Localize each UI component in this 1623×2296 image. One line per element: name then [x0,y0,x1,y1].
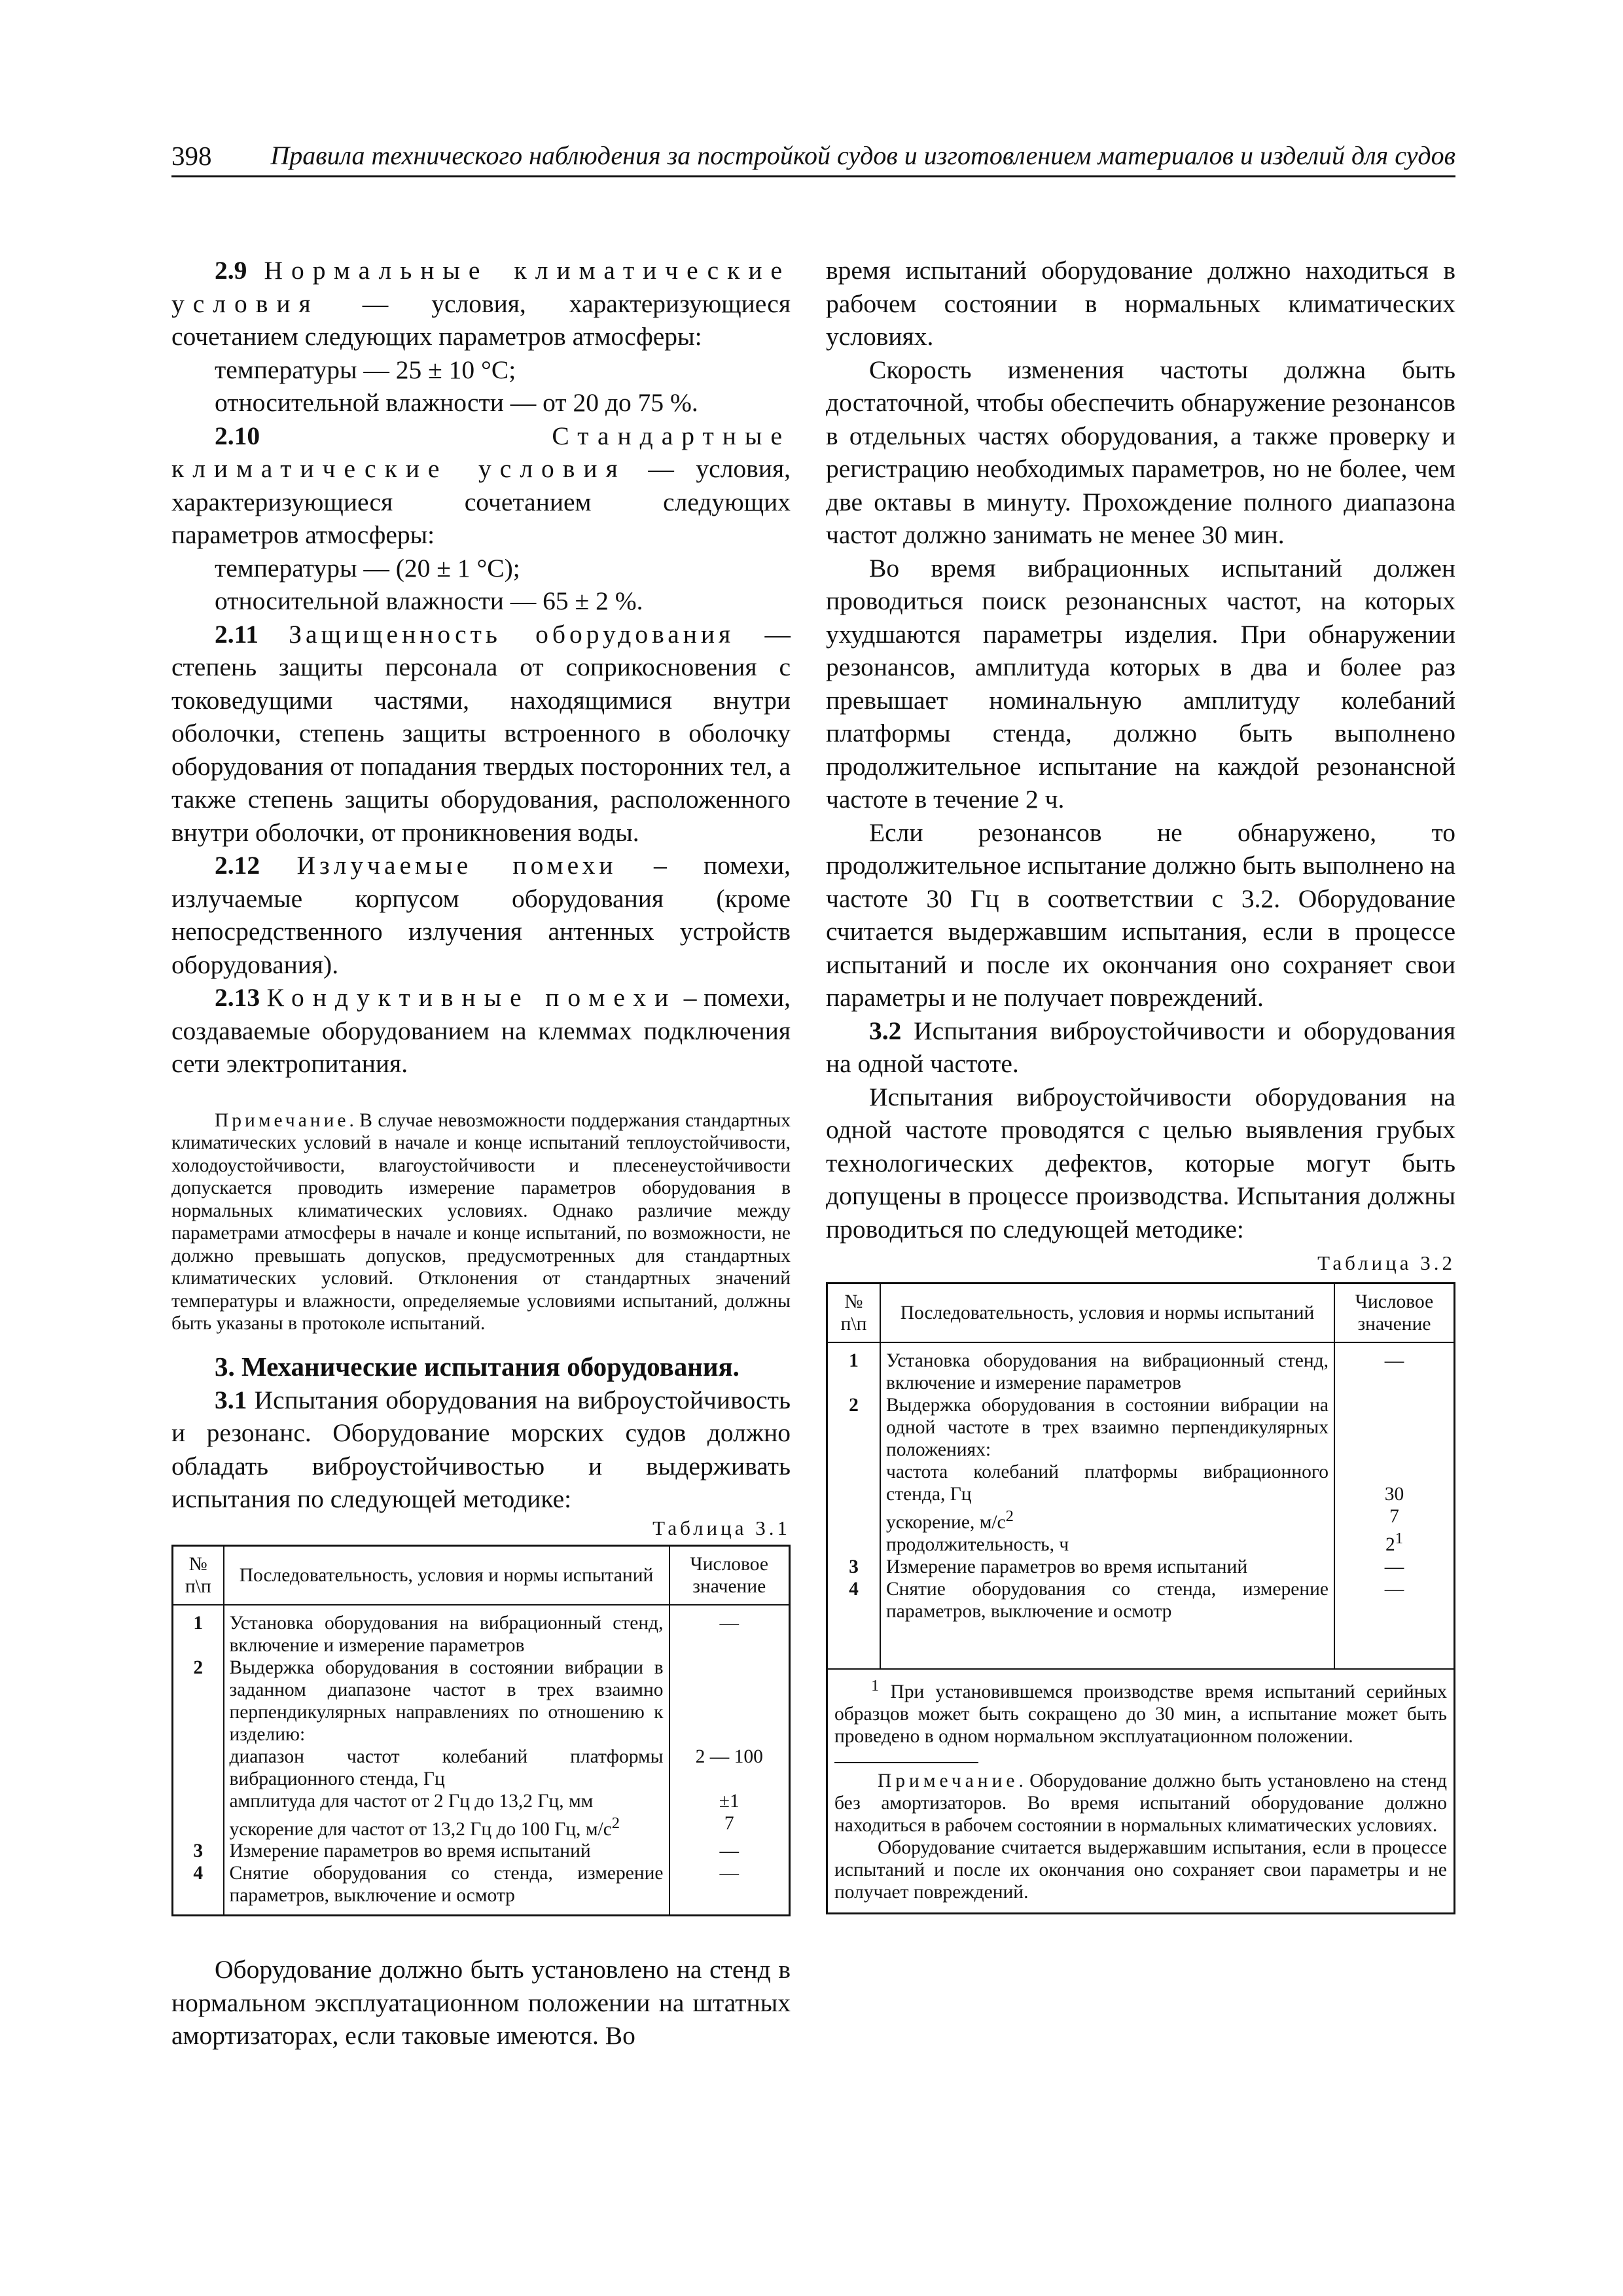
row-values [669,1657,790,1840]
header-value: Числовое значение [1334,1284,1454,1342]
table-3-2-caption: Таблица 3.2 [1317,1251,1455,1274]
row-number: 4 [828,1578,880,1669]
table-footnote [828,1670,1454,1748]
clause-number: 2.10 [215,421,260,450]
clause-text: – помехи, излучаемые корпусом оборудования (кроме непосредственного излучения антенных устройств оборудования). [171,851,791,979]
note-text: . Оборудование должно быть установлено на стенд без амортизаторов. Во время испытаний оборудование должно находиться в рабочем состоянии в нормальных климатических условиях. [834,1770,1447,1836]
header-number: № п\п [828,1284,880,1342]
row-subitem: диапазон частот колебаний платформы вибрационного стенда, Гц [229,1746,664,1789]
clause-3-2 [826,1014,1455,1081]
clause-2-10-humidity: относительной влажности — 65 ± 2 %. [215,586,643,615]
row-value: 7 [724,1812,734,1834]
clause-number: 2.11 [215,619,259,649]
clause-number: 3.1 [215,1385,247,1414]
clause-2-12 [171,849,791,981]
table-header-row [828,1284,1454,1342]
clause-number: 2.13 [215,983,260,1012]
clause-2-10 [171,420,791,552]
no-resonance-paragraph: Если резонансов не обнаружено, то продолжительное испытание должно быть выполнено на частоте 30 Гц в соответствии с 3.2. Оборудование считается выдержавшим испытания, если в процессе испытаний и после их окончания оно сохраняет свои параметры и не получает повреждений. [826,817,1455,1012]
table-row [828,1556,1454,1578]
table-3-1-caption: Таблица 3.1 [652,1516,791,1539]
table-row [173,1840,790,1862]
row-text: Измерение параметров во время испытаний [880,1556,1334,1578]
note-divider [834,1762,978,1763]
clause-term: Стандартные климатические условия [171,421,791,483]
clause-term: Защищенность оборудования [289,619,735,649]
row-subitem: амплитуда для частот от 2 Гц до 13,2 Гц, мм [229,1790,594,1812]
clause-3-2-body: Испытания виброустойчивости оборудования на одной частоте проводятся с целью выявления грубых технологических дефектов, которые могут быть допущены в процессе производства. Испытания должны проводиться по следующей методике: [826,1082,1455,1244]
clause-2-9-temperature: температуры — 25 ± 10 °С; [215,355,516,384]
table-row [828,1342,1454,1394]
row-text [880,1394,1334,1556]
row-value [1340,1528,1448,1555]
row-value: ±1 [719,1790,740,1812]
clause-2-9 [171,254,791,353]
resonance-search-paragraph: Во время вибрационных испытаний должен проводиться поиск резонансных частот, на которых ухудшаются параметры изделия. При обнаружении резонансов, амплитуда которых в два и более раз превышает номинальную амплитуду колебаний платформы стенда, должно быть выполнено продолжительное испытание на каждой резонансной частоте в течение 2 ч. [826,553,1455,814]
header-value: Числовое значение [669,1545,790,1605]
table-3-1 [171,1545,791,1917]
header-procedure: Последовательность, условия и нормы испытаний [880,1284,1334,1342]
table-note-continued: Оборудование считается выдержавшим испытания, если в процессе испытаний и после их окончания оно сохраняет свои параметры и не получает повреждений. [834,1837,1447,1903]
row-values [1334,1394,1454,1556]
header-procedure: Последовательность, условия и нормы испытаний [224,1545,669,1605]
clause-2-13 [171,981,791,1081]
row-subitem [230,1812,664,1840]
table-row [828,1394,1454,1556]
row-value: 2 — 100 [695,1746,763,1767]
row-value: — [1334,1342,1454,1394]
mounting-paragraph: Оборудование должно быть установлено на стенд в нормальном эксплуатационном положении на штатных амортизаторах, если таковые имеются. Во [171,1955,791,2051]
row-text: Снятие оборудования со стенда, измерение параметров, выключение и осмотр [224,1862,669,1916]
clause-term: Кондуктивные помехи [266,983,677,1012]
clause-text: – помехи, создаваемые оборудованием на клеммах подключения сети электропитания. [171,983,791,1078]
row-number: 4 [173,1862,224,1916]
table-3-2-box [826,1282,1455,1914]
table-3-2 [828,1284,1454,1670]
climatic-note [171,1109,791,1335]
row-value-text: 2 [1385,1534,1395,1555]
row-main-text: Выдержка оборудования в состоянии вибрации в заданном диапазоне частот в трех взаимно перпендикулярных направлениях по отношению к изделию: [229,1657,664,1745]
row-subitem-text: ускорение, м/с [886,1511,1006,1533]
row-value: 7 [1389,1506,1399,1527]
superscript: 2 [611,1814,620,1832]
section-3-title: 3. Механические испытания оборудования. [215,1351,740,1382]
row-text: Измерение параметров во время испытаний [224,1840,669,1862]
clause-text: — степень защиты персонала от соприкосновения с токоведущими частями, находящимися внутри оболочки, степень защиты встроенного в оболочку оборудования от попадания твердых посторонних тел, а также степень защиты оборудования, расположенного внутри оболочки, от проникновения воды. [171,619,791,847]
clause-term: Нормальные климатические условия [171,256,791,318]
row-value: 30 [1384,1484,1404,1505]
row-number: 3 [173,1840,224,1862]
clause-term: Излучаемые помехи [296,851,617,880]
row-subitem-text: ускорение для частот от 13,2 Гц до 100 Гц, м/с [229,1818,612,1840]
row-subitem: частота колебаний платформы вибрационного стенда, Гц [886,1462,1329,1505]
page-number: 398 [171,141,212,171]
clause-number: 2.12 [215,851,260,880]
clause-text: — условия, характеризующиеся сочетанием следующих параметров атмосферы: [171,454,791,549]
header-number: № п\п [173,1545,224,1605]
table-row [828,1578,1454,1669]
clause-2-9-humidity: относительной влажности — от 20 до 75 %. [215,388,698,417]
note-label: Примечание [878,1770,1019,1791]
row-subitem: продолжительность, ч [886,1534,1069,1555]
row-number: 2 [828,1394,880,1556]
row-number: 1 [173,1605,224,1657]
row-text: Снятие оборудования со стенда, измерение параметров, выключение и осмотр [880,1578,1334,1669]
row-subitem [886,1505,1329,1534]
row-number: 2 [173,1657,224,1840]
running-title: Правила технического наблюдения за постройкой судов и изготовлением материалов и изделий для судов [270,141,1455,170]
clause-number: 2.9 [215,256,247,285]
superscript: 2 [1005,1507,1014,1525]
footnote-text: При установившемся производстве время испытаний серийных образцов может быть сокращено до 30 мин, а испытание может быть проведено в одном нормальном эксплуатационном положении. [834,1681,1447,1747]
table-row [173,1605,790,1657]
continued-paragraph: время испытаний оборудование должно находиться в рабочем состоянии в нормальных климатических условиях. [826,256,1455,351]
row-main-text: Выдержка оборудования в состоянии вибрации на одной частоте в трех взаимно перпендикулярных положениях: [886,1395,1329,1460]
clause-text: Испытания виброустойчивости и оборудования на одной частоте. [826,1016,1455,1078]
right-column [826,254,1455,1914]
note-label: Примечание [215,1109,349,1131]
left-column [171,254,791,2053]
row-value: — [1334,1578,1454,1669]
row-value: — [669,1862,790,1916]
frequency-rate-paragraph: Скорость изменения частоты должна быть достаточной, чтобы обеспечить обнаружение резонансов в отдельных частях оборудования, а также проверку и регистрацию необходимых параметров, но не более, чем две октавы в минуту. Прохождение полного диапазона частот должно занимать не менее 30 мин. [826,355,1455,549]
clause-number: 3.2 [869,1016,902,1045]
clause-2-11 [171,618,791,850]
table-note [828,1770,1454,1837]
clause-2-10-temperature: температуры — (20 ± 1 °С); [215,553,520,583]
table-row [173,1657,790,1840]
row-number: 1 [828,1342,880,1394]
note-text: . В случае невозможности поддержания стандартных климатических условий в начале и конце испытаний теплоустойчивости, холодоустойчивости, влагоустойчивости и плесенеустойчивости допускается проводить измерение параметров оборудования в нормальных климатических условиях. Однако различие между параметрами атмосферы в начале и конце испытаний, по возможности, не должно превышать допусков, предусмотренных для стандартных климатических условий. Отклонения от стандартных значений температуры и влажности, определяемые условиями испытаний, должны быть указаны в протоколе испытаний. [171,1109,791,1334]
row-value: — [669,1605,790,1657]
footnote-ref: 1 [1395,1530,1404,1547]
row-number: 3 [828,1556,880,1578]
row-text [224,1657,669,1840]
table-header-row [173,1545,790,1605]
row-text: Установка оборудования на вибрационный стенд, включение и измерение параметров [880,1342,1334,1394]
clause-text: Испытания оборудования на виброустойчивость и резонанс. Оборудование морских судов должно обладать виброустойчивостью и выдерживать испытания по следующей методике: [171,1385,791,1513]
clause-text: — условия, характеризующиеся сочетанием следующих параметров атмосферы: [171,289,791,351]
row-text: Установка оборудования на вибрационный стенд, включение и измерение параметров [224,1605,669,1657]
row-value: — [669,1840,790,1862]
clause-3-1 [171,1384,791,1516]
footnote-mark: 1 [871,1676,880,1695]
page-header [171,140,1455,177]
table-row [173,1862,790,1916]
row-value: — [1334,1556,1454,1578]
